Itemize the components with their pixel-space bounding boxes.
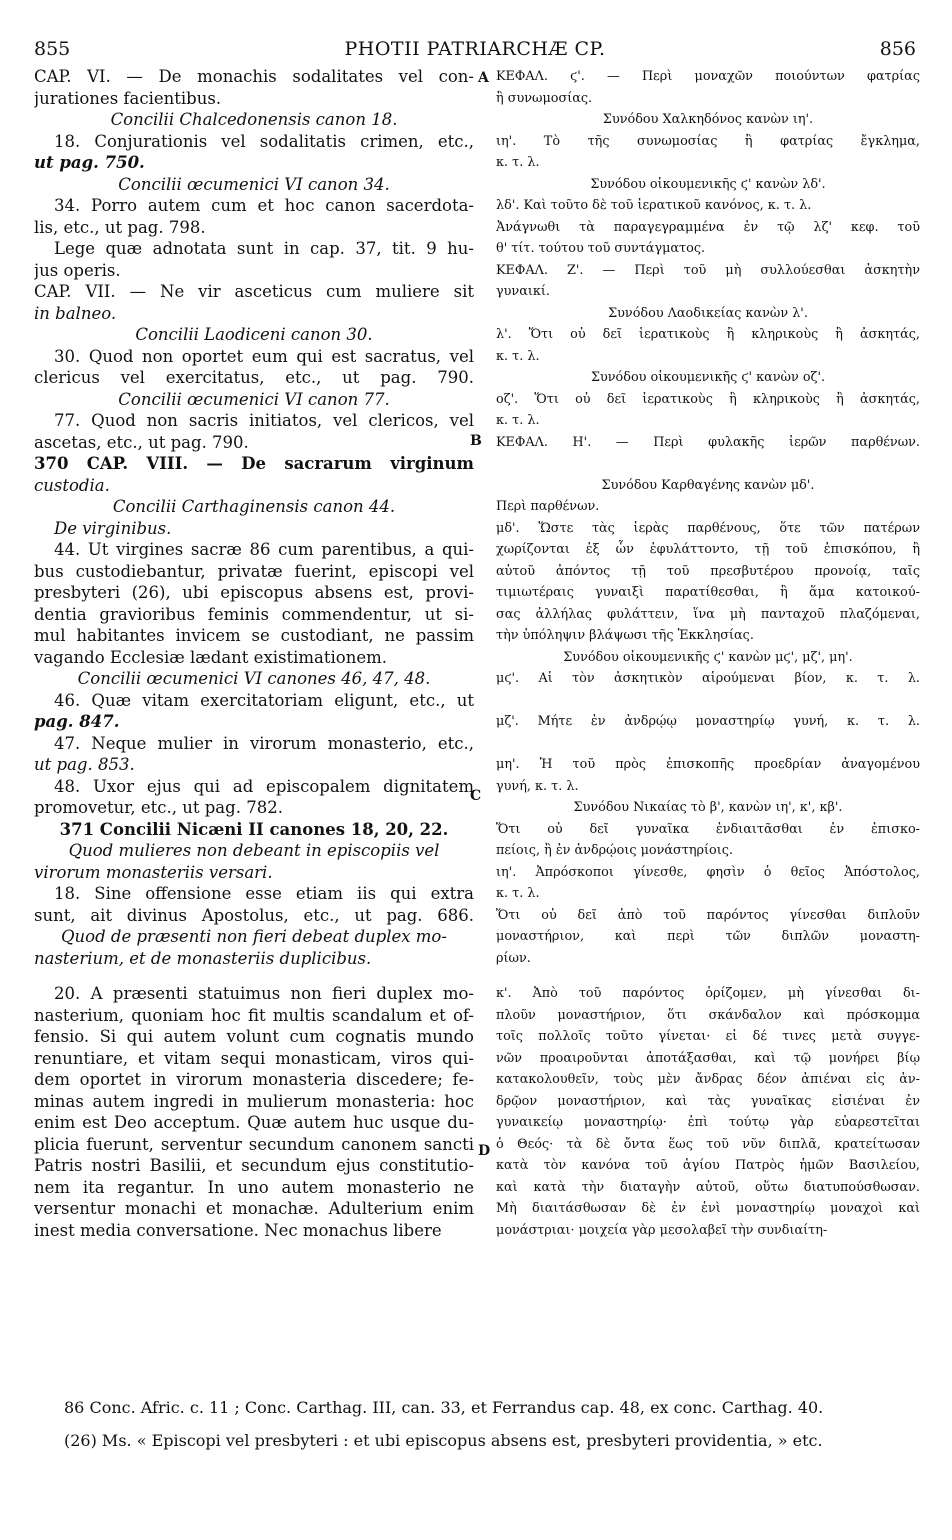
- margin-letter: B: [470, 433, 482, 449]
- text-line: Ὅτι οὐ δεῖ ἀπὸ τοῦ παρόντος γίνεσθαι διπλοῦν: [496, 907, 920, 923]
- text-line: κατακολουθεῖν, τοὺς μὲν ἄνδρας δέον ἀπιέναι εἰς ἀν-: [496, 1072, 920, 1087]
- text-line: 18. Sine offensione esse etiam iis qui extra: [54, 884, 474, 903]
- text-line: Ἀνάγνωθι τὰ παραγεγραμμένα ἐν τῷ λζ' κεφ. τοῦ: [496, 219, 920, 235]
- text-line: ιη'. Ἀπρόσκοποι γίνεσθε, φησὶν ὁ θεῖος Ἀπόστολος,: [496, 864, 920, 880]
- running-title: PHOTII PATRIARCHÆ CP.: [344, 38, 606, 60]
- text-line: pag. 847.: [34, 712, 120, 731]
- text-line: Quod mulieres non debeant in episcopiis vel: [68, 841, 440, 860]
- text-line: λ'. Ὅτι οὐ δεῖ ἱερατικοὺς ἢ κληρικοὺς ἢ ἀσκητάς,: [496, 327, 920, 342]
- text-line: 77. Quod non sacris initiatos, vel clericos, vel: [54, 411, 474, 430]
- text-line: δρῷον μοναστήριον, καὶ τὰς γυναῖκας εἰσιέναι ἐν: [496, 1093, 920, 1109]
- text-line: σας ἀλλήλας φυλάττειν, ἵνα μὴ πανταχοῦ πλαζόμεναι,: [496, 606, 920, 622]
- text-line: χωρίζονται ἐξ ὧν ἐφυλάττοντο, τῇ τοῦ ἐπισκόπου, ἢ: [496, 542, 920, 557]
- margin-letter: C: [470, 788, 482, 804]
- text-line: Συνόδου Λαοδικείας κανὼν λ'.: [608, 305, 808, 321]
- text-line: μδ'. Ὥστε τὰς ἱερὰς παρθένους, ὅτε τῶν πατέρων: [496, 520, 920, 536]
- text-line: μϛ'. Αἱ τὸν ἀσκητικὸν αἱρούμεναι βίον, κ. τ. λ.: [496, 671, 920, 686]
- text-line: virorum monasteriis versari.: [34, 862, 273, 882]
- text-line: bus custodiebantur, privatæ fuerint, episcopi vel: [34, 561, 474, 581]
- text-line: 18. Conjurationis vel sodalitatis crimen, etc.,: [54, 131, 474, 151]
- text-line: Concilii Laodiceni canon 30.: [135, 325, 373, 344]
- text-line: CAP. VI. — De monachis sodalitates vel con-: [34, 67, 474, 86]
- text-line: μζ'. Μήτε ἐν ἀνδρῴῳ μοναστηρίῳ γυνή, κ. τ. λ.: [496, 714, 920, 729]
- right-page-number: 856: [879, 38, 916, 60]
- text-line: 20. A præsenti statuimus non fieri duplex mo-: [54, 984, 474, 1003]
- text-line: 34. Porro autem cum et hoc canon sacerdota-: [54, 196, 474, 215]
- text-line: Συνόδου οἰκουμενικῆς ϛ' κανὼν λδ'.: [590, 176, 826, 192]
- text-line: presbyteri (26), ubi episcopus absens est, provi-: [34, 583, 474, 602]
- left-page-number: 855: [34, 38, 71, 60]
- text-line: Συνόδου οἰκουμενικῆς ϛ' κανὼν οζ'.: [590, 370, 826, 385]
- margin-letter: D: [478, 1143, 491, 1159]
- text-line: ΚΕΦΑΛ. Η'. — Περὶ φυλακῆς ἱερῶν παρθένων.: [496, 434, 920, 450]
- text-line: Συνόδου Νικαίας τὸ β', κανὼν ιη', κ', κβ'.: [573, 800, 843, 815]
- text-line: De virginibus.: [54, 518, 172, 538]
- text-line: ΚΕΦΑΛ. ϛ'. — Περὶ μοναχῶν ποιούντων φατρίας: [496, 69, 920, 84]
- text-line: promovetur, etc., ut pag. 782.: [34, 798, 283, 817]
- page-header: [34, 38, 916, 64]
- text-line: νῶν προαιροῦνται ἀποτάξασθαι, καὶ τῷ μονήρει βίῳ: [496, 1050, 920, 1066]
- text-line: κατὰ τὸν κανόνα τοῦ ἁγίου Πατρὸς ἡμῶν Βασιλείου,: [496, 1158, 920, 1173]
- text-line: nasterium, quoniam hoc fit multis scandalum et of-: [34, 1005, 474, 1025]
- text-line: [496, 453, 920, 475]
- text-line: Συνόδου Καρθαγένης κανὼν μδ'.: [601, 477, 815, 493]
- text-line: clericus vel exercitatus, etc., ut pag. 790.: [34, 368, 474, 387]
- text-line: 30. Quod non oportet eum qui est sacratus, vel: [54, 346, 474, 366]
- text-line: enim est Deo acceptum. Quæ autem huc usque du-: [34, 1113, 474, 1132]
- text-line: Lege quæ adnotata sunt in cap. 37, tit. 9 hu-: [54, 239, 474, 258]
- text-line: κ. τ. λ.: [496, 348, 540, 364]
- text-line: μοναστήριον, καὶ περὶ τῶν διπλῶν μοναστη-: [496, 929, 920, 944]
- text-line: Concilii Chalcedonensis canon 18.: [110, 110, 398, 129]
- text-line: ὁ Θεός· τὰ δὲ ὄντα ἕως τοῦ νῦν διπλᾶ, κρατείτωσαν: [496, 1136, 920, 1152]
- text-line: γυνή, κ. τ. λ.: [496, 778, 579, 794]
- text-line: ΚΕΦΑΛ. Ζ'. — Περὶ τοῦ μὴ συλλούεσθαι ἀσκητὴν: [496, 262, 920, 278]
- text-line: 47. Neque mulier in virorum monasterio, etc.,: [54, 733, 474, 753]
- text-line: fensio. Si qui autem volunt cum cognatis mundo: [34, 1027, 474, 1046]
- text-line: custodia.: [34, 475, 110, 495]
- text-line: Concilii œcumenici VI canones 46, 47, 48.: [77, 669, 431, 688]
- text-line: Μὴ διαιτάσθωσαν δὲ ἐν ἑνὶ μοναστηρίῳ μοναχοὶ καὶ: [496, 1201, 920, 1216]
- footnote: 86 Conc. Afric. c. 11 ; Conc. Carthag. III, can. 33, et Ferrandus cap. 48, ex conc. Carthag. 40.: [64, 1398, 824, 1417]
- text-line: Quod de præsenti non fieri debeat duplex mo-: [61, 927, 447, 946]
- text-line: αὐτοῦ ἀπόντος τῇ τοῦ πρεσβυτέρου προνοίᾳ, ταῖς: [496, 563, 920, 579]
- text-line: κ'. Ἀπὸ τοῦ παρόντος ὁρίζομεν, μὴ γίνεσθαι δι-: [496, 986, 920, 1001]
- margin-letter: A: [478, 70, 489, 86]
- text-line: καὶ κατὰ τὴν διαταγὴν αὐτοῦ, οὕτω διατυπούσθωσαν.: [496, 1179, 920, 1195]
- text-line: nem ita regantur. In uno autem monasterio ne: [34, 1177, 474, 1197]
- text-line: plicia fuerunt, serventur secundum canonem sancti: [34, 1134, 474, 1154]
- text-line: Concilii œcumenici VI canon 77.: [118, 389, 390, 409]
- text-line: 371 Concilii Nicæni II canones 18, 20, 22.: [59, 819, 449, 839]
- text-line: πείοις, ἢ ἐν ἀνδρῴοις μονάστηρίοις.: [496, 843, 733, 858]
- text-line: ascetas, etc., ut pag. 790.: [34, 432, 249, 452]
- text-line: jus operis.: [34, 260, 121, 280]
- text-line: versentur monachi et monachæ. Adulterium enim: [34, 1199, 474, 1218]
- text-line: ἢ συνωμοσίας.: [496, 90, 593, 106]
- text-line: sunt, ait divinus Apostolus, etc., ut pag. 686.: [34, 905, 474, 925]
- text-line: Περὶ παρθένων.: [496, 499, 600, 514]
- text-line: vagando Ecclesiæ lædant existimationem.: [34, 647, 388, 667]
- text-line: γυναικί.: [496, 284, 550, 299]
- text-line: 48. Uxor ejus qui ad episcopalem dignitatem: [54, 776, 474, 796]
- text-line: mul habitantes invicem se custodiant, ne passim: [34, 626, 474, 645]
- text-line: κ. τ. λ.: [496, 155, 540, 170]
- text-line: lis, etc., ut pag. 798.: [34, 217, 206, 237]
- text-line: οζ'. Ὅτι οὐ δεῖ ἱερατικοὺς ἢ κληρικοὺς ἢ ἀσκητάς,: [496, 391, 920, 407]
- text-line: γυναικείῳ μοναστηρίῳ· ἐπὶ τούτῳ γὰρ εὐαρεστεῖται: [496, 1115, 920, 1130]
- text-line: nasterium, et de monasteriis duplicibus.: [34, 948, 372, 968]
- text-line: Ὅτι οὐ δεῖ γυναῖκα ἐνδιαιτᾶσθαι ἐν ἐπισκο-: [496, 821, 920, 837]
- text-line: θ' τίτ. τούτου τοῦ συντάγματος.: [496, 241, 706, 256]
- text-line: λδ'. Καὶ τοῦτο δὲ τοῦ ἱερατικοῦ κανόνος, κ. τ. λ.: [496, 198, 812, 213]
- text-line: dem oportet in virorum monasteria discedere; fe-: [34, 1070, 474, 1089]
- text-line: τοῖς πολλοῖς τοῦτο γίνεται· εἰ δέ τινες μετὰ συγγε-: [496, 1029, 920, 1044]
- latin-column: [34, 66, 474, 1241]
- text-line: CAP. VII. — Ne vir asceticus cum muliere sit: [34, 282, 474, 301]
- text-line: ut pag. 750.: [34, 153, 145, 172]
- text-line: ut pag. 853.: [34, 755, 135, 774]
- text-line: Concilii œcumenici VI canon 34.: [118, 174, 390, 194]
- text-line: τιμιωτέραις γυναιξὶ παρατίθεσθαι, ἢ ἅμα κατοικού-: [496, 585, 920, 600]
- text-line: Concilii Carthaginensis canon 44.: [112, 497, 396, 516]
- text-line: minas autem ingredi in mulierum monasteria: hoc: [34, 1091, 474, 1111]
- text-line: Συνόδου οἰκουμενικῆς ϛ' κανὼν μϛ', μζ', μη'.: [563, 649, 853, 665]
- text-line: ρίων.: [496, 950, 531, 966]
- text-line: πλοῦν μοναστήριον, ὅτι σκάνδαλον καὶ πρόσκομμα: [496, 1007, 920, 1023]
- text-line: jurationes facientibus.: [34, 88, 222, 108]
- text-line: renuntiare, et vitam sequi monasticam, viros qui-: [34, 1048, 474, 1068]
- text-line: τὴν ὑπόληψιν βλάψωσι τῆς Ἐκκλησίας.: [496, 628, 754, 643]
- text-line: κ. τ. λ.: [496, 886, 540, 901]
- text-line: 370 CAP. VIII. — De sacrarum virginum: [34, 454, 474, 473]
- text-line: ιη'. Τὸ τῆς συνωμοσίας ἢ φατρίας ἔγκλημα,: [496, 133, 920, 149]
- text-line: in balneo.: [34, 303, 117, 323]
- footnotes: [64, 1398, 920, 1450]
- text-line: [496, 690, 920, 712]
- greek-column: [496, 66, 920, 1241]
- text-line: [496, 733, 920, 755]
- footnote: (26) Ms. « Episcopi vel presbyteri : et ubi episcopus absens est, presbyteri providentia, » etc.: [64, 1431, 823, 1450]
- text-line: 44. Ut virgines sacræ 86 cum parentibus, a qui-: [54, 540, 474, 559]
- text-line: κ. τ. λ.: [496, 413, 540, 428]
- text-line: Συνόδου Χαλκηδόνος κανὼν ιη'.: [602, 112, 814, 127]
- text-line: inest media conversatione. Nec monachus libere: [34, 1220, 442, 1240]
- text-line: dentia gravioribus feminis commendentur, ut si-: [34, 604, 474, 624]
- text-line: μη'. Ἡ τοῦ πρὸς ἐπισκοπῆς προεδρίαν ἀναγομένου: [496, 757, 920, 772]
- text-line: μονάστριαι· μοιχεία γὰρ μεσολαβεῖ τὴν συνδιαίτη-: [496, 1222, 828, 1238]
- text-line: 46. Quæ vitam exercitatoriam eligunt, etc., ut: [54, 690, 474, 710]
- text-line: Patris nostri Basilii, et secundum ejus constitutio-: [34, 1156, 474, 1175]
